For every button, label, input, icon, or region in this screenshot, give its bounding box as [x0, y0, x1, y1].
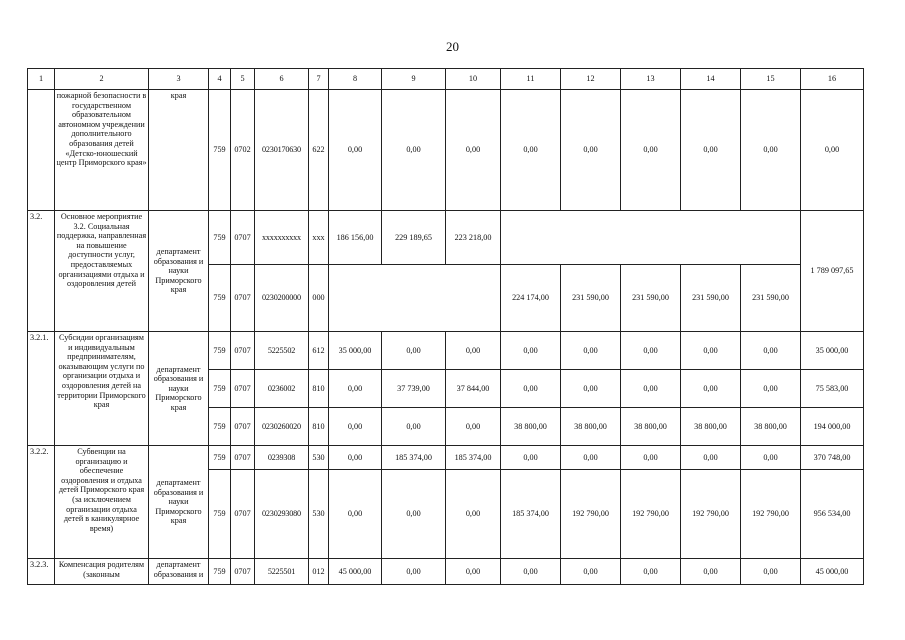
- amount-cell: 194 000,00: [801, 408, 864, 446]
- code-cell: 759: [209, 559, 231, 585]
- amount-cell: 0,00: [741, 559, 801, 585]
- amount-cell: 0,00: [501, 370, 561, 408]
- row-number-cell: 3.2.2.: [28, 446, 55, 559]
- amount-cell: 0,00: [561, 370, 621, 408]
- amount-cell: 0,00: [681, 90, 741, 211]
- amount-cell: 186 156,00: [329, 211, 382, 265]
- amount-cell: 185 374,00: [382, 446, 446, 470]
- amount-cell: 0,00: [501, 559, 561, 585]
- activity-name-cell: Основное мероприятие 3.2. Социальная поддержка, направленная на повышение доступности услуг, предоставляемых организациями отдыха и оздоровления детей: [55, 211, 149, 332]
- header-cell: 2: [55, 69, 149, 90]
- header-cell: 8: [329, 69, 382, 90]
- code-cell: 012: [309, 559, 329, 585]
- code-cell: 810: [309, 408, 329, 446]
- code-cell: 759: [209, 408, 231, 446]
- amount-cell: 0,00: [382, 470, 446, 559]
- amount-cell: 45 000,00: [801, 559, 864, 585]
- amount-cell: 0,00: [446, 408, 501, 446]
- code-cell: 0702: [231, 90, 255, 211]
- amount-cell: 0,00: [561, 90, 621, 211]
- code-cell: 0707: [231, 559, 255, 585]
- executor-cell: департамент образования и науки Приморского края: [149, 211, 209, 332]
- amount-cell: 0,00: [329, 370, 382, 408]
- amount-cell: 224 174,00: [501, 265, 561, 332]
- header-cell: 6: [255, 69, 309, 90]
- table-row: [28, 211, 864, 265]
- code-cell: 759: [209, 90, 231, 211]
- amount-cell: 37 739,00: [382, 370, 446, 408]
- amount-cell: 38 800,00: [741, 408, 801, 446]
- amount-cell: 0,00: [621, 559, 681, 585]
- amount-cell: 0,00: [382, 90, 446, 211]
- amount-cell: 35 000,00: [329, 332, 382, 370]
- amount-cell: 0,00: [501, 446, 561, 470]
- amount-cell: 229 189,65: [382, 211, 446, 265]
- code-cell: 0707: [231, 470, 255, 559]
- amount-cell: 0,00: [621, 90, 681, 211]
- table-row: [28, 90, 864, 211]
- amount-cell: 35 000,00: [801, 332, 864, 370]
- header-row: [28, 69, 864, 90]
- activity-name-cell: пожарной безопасности в государственном образовательном автономном учреждении дополнительного образования детей «Детско-юношеский центр Приморского края»: [55, 90, 149, 211]
- header-cell: 13: [621, 69, 681, 90]
- header-cell: 1: [28, 69, 55, 90]
- code-cell: 759: [209, 470, 231, 559]
- amount-cell: 0,00: [501, 90, 561, 211]
- header-cell: 12: [561, 69, 621, 90]
- header-cell: 9: [382, 69, 446, 90]
- amount-cell: 37 844,00: [446, 370, 501, 408]
- amount-cell: 0,00: [446, 332, 501, 370]
- amount-cell: 38 800,00: [561, 408, 621, 446]
- activity-name-cell: Субвенции на организацию и обеспечение оздоровления и отдыха детей Приморского края (за исключением организации отдыха детей в каникулярное время): [55, 446, 149, 559]
- row-number-cell: 3.2.3.: [28, 559, 55, 585]
- amount-cell: 192 790,00: [621, 470, 681, 559]
- executor-cell: департамент образования и науки Приморского края: [149, 332, 209, 446]
- amount-cell: 0,00: [741, 370, 801, 408]
- code-cell: 759: [209, 446, 231, 470]
- amount-cell: 0,00: [621, 332, 681, 370]
- amount-cell: 0,00: [741, 446, 801, 470]
- code-cell: 0707: [231, 265, 255, 332]
- amount-cell: 0,00: [446, 90, 501, 211]
- code-cell: 0230170630: [255, 90, 309, 211]
- total-amount-cell: 1 789 097,65: [801, 211, 864, 332]
- code-cell: 530: [309, 446, 329, 470]
- amount-cell: 192 790,00: [561, 470, 621, 559]
- table-row: [28, 559, 864, 585]
- amount-cell: 0,00: [681, 559, 741, 585]
- amount-cell: 0,00: [621, 370, 681, 408]
- code-cell: 000: [309, 265, 329, 332]
- amount-cell: 231 590,00: [741, 265, 801, 332]
- executor-cell: края: [149, 90, 209, 211]
- header-cell: 5: [231, 69, 255, 90]
- code-cell: 0707: [231, 211, 255, 265]
- code-cell: 622: [309, 90, 329, 211]
- code-cell: 0230293080: [255, 470, 309, 559]
- code-cell: 759: [209, 265, 231, 332]
- amount-cell: 0,00: [681, 446, 741, 470]
- table-row: [28, 332, 864, 370]
- code-cell: 759: [209, 370, 231, 408]
- code-cell: 5225501: [255, 559, 309, 585]
- amount-cell: 0,00: [561, 332, 621, 370]
- amount-cell: 0,00: [382, 332, 446, 370]
- amount-cell: 956 534,00: [801, 470, 864, 559]
- code-cell: хххххххххх: [255, 211, 309, 265]
- code-cell: 0230260020: [255, 408, 309, 446]
- code-cell: 0707: [231, 408, 255, 446]
- activity-name-cell: Субсидии организациям и индивидуальным предпринимателям, оказывающим услуги по организации отдыха и оздоровления детей на территории Приморского края: [55, 332, 149, 446]
- code-cell: 759: [209, 332, 231, 370]
- amount-cell: 0,00: [382, 559, 446, 585]
- activity-name-cell: Компенсация родителям (законным: [55, 559, 149, 585]
- code-cell: 612: [309, 332, 329, 370]
- amount-cell: 231 590,00: [621, 265, 681, 332]
- amount-cell: 185 374,00: [501, 470, 561, 559]
- amount-cell: 0,00: [621, 446, 681, 470]
- code-cell: 810: [309, 370, 329, 408]
- amount-cell: 223 218,00: [446, 211, 501, 265]
- amount-cell: 0,00: [741, 332, 801, 370]
- code-cell: 0707: [231, 446, 255, 470]
- header-cell: 3: [149, 69, 209, 90]
- executor-cell: департамент образования и науки Приморского края: [149, 446, 209, 559]
- row-number-cell: [28, 90, 55, 211]
- budget-table: [27, 68, 864, 585]
- header-cell: 11: [501, 69, 561, 90]
- amount-cell: 0,00: [561, 559, 621, 585]
- header-cell: 14: [681, 69, 741, 90]
- row-number-cell: 3.2.: [28, 211, 55, 332]
- code-cell: 0239308: [255, 446, 309, 470]
- amount-cell: 0,00: [329, 408, 382, 446]
- row-number-cell: 3.2.1.: [28, 332, 55, 446]
- amount-cell: 0,00: [741, 90, 801, 211]
- code-cell: 0230200000: [255, 265, 309, 332]
- amount-cell: 0,00: [501, 332, 561, 370]
- amount-cell: 231 590,00: [561, 265, 621, 332]
- amount-cell: 0,00: [329, 446, 382, 470]
- amount-cell: 185 374,00: [446, 446, 501, 470]
- amount-cell: 0,00: [446, 559, 501, 585]
- header-cell: 10: [446, 69, 501, 90]
- code-cell: 0707: [231, 332, 255, 370]
- amount-cell: 0,00: [681, 370, 741, 408]
- amount-cell: 231 590,00: [681, 265, 741, 332]
- amount-cell: 192 790,00: [741, 470, 801, 559]
- amount-cell: 0,00: [382, 408, 446, 446]
- amount-cell: 0,00: [329, 90, 382, 211]
- code-cell: 0236002: [255, 370, 309, 408]
- empty-cell: [501, 211, 801, 265]
- code-cell: 759: [209, 211, 231, 265]
- executor-cell: департамент образования и: [149, 559, 209, 585]
- amount-cell: 370 748,00: [801, 446, 864, 470]
- page-number: 20: [446, 39, 459, 54]
- amount-cell: 0,00: [329, 470, 382, 559]
- code-cell: 530: [309, 470, 329, 559]
- amount-cell: 38 800,00: [681, 408, 741, 446]
- code-cell: ххх: [309, 211, 329, 265]
- amount-cell: 38 800,00: [621, 408, 681, 446]
- header-cell: 7: [309, 69, 329, 90]
- amount-cell: 45 000,00: [329, 559, 382, 585]
- header-cell: 16: [801, 69, 864, 90]
- table-row: [28, 446, 864, 470]
- amount-cell: 38 800,00: [501, 408, 561, 446]
- empty-cell: [329, 265, 501, 332]
- amount-cell: 0,00: [801, 90, 864, 211]
- code-cell: 0707: [231, 370, 255, 408]
- amount-cell: 0,00: [681, 332, 741, 370]
- amount-cell: 0,00: [561, 446, 621, 470]
- code-cell: 5225502: [255, 332, 309, 370]
- amount-cell: 0,00: [446, 470, 501, 559]
- header-cell: 15: [741, 69, 801, 90]
- header-cell: 4: [209, 69, 231, 90]
- amount-cell: 75 583,00: [801, 370, 864, 408]
- amount-cell: 192 790,00: [681, 470, 741, 559]
